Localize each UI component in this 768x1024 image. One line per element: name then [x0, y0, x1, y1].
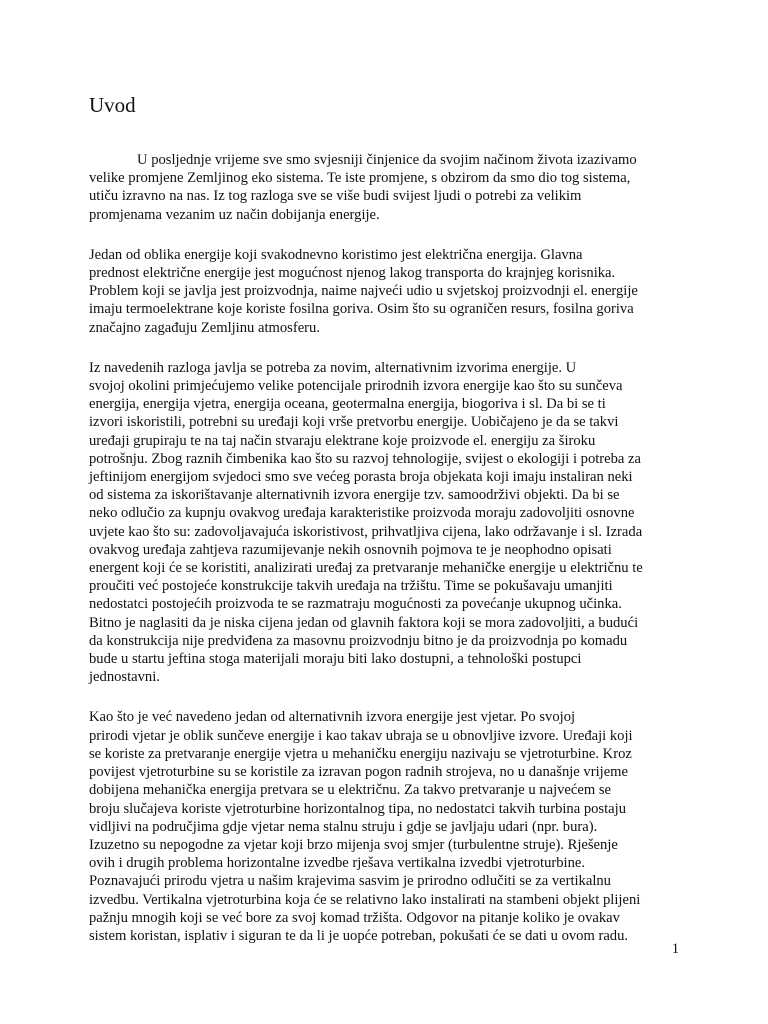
- page-number: 1: [671, 941, 679, 957]
- text-line: U posljednje vrijeme sve smo svjesniji činjenice da svojim načinom života izazivamo: [137, 152, 637, 168]
- paragraph: [89, 359, 681, 687]
- text-line: od sistema za iskorištavanje alternativnih izvora energije tzv. samoodrživi objekti. Da bi se: [89, 487, 620, 504]
- text-line: vidljivi na područjima gdje vjetar nema stalnu struju i gdje se javljaju udari (npr. bura).: [89, 818, 598, 835]
- text-line: proučiti već postojeće konstrukcije takvih uređaja na tržištu. Time se pokušavaju umanjiti: [89, 578, 613, 595]
- text-line: Izuzetno su nepogodne za vjetar koji brzo mijenja svoj smjer (turbulentne struje). Rješenje: [89, 836, 618, 853]
- text-line: promjenama vezanim uz način dobijanja energije.: [89, 206, 380, 223]
- text-line: izvedbu. Vertikalna vjetroturbina koja će se relativno lako instalirati na stambeni objekt plijeni: [89, 891, 641, 908]
- text-line: Jedan od oblika energije koji svakodnevno koristimo jest električna energija. Glavna: [89, 246, 583, 263]
- page-title: Uvod: [89, 93, 136, 117]
- text-line: jeftinijom energijom svjedoci smo sve većeg porasta broja objekata koji imaju instaliran neki: [89, 469, 633, 486]
- text-line: Iz navedenih razloga javlja se potreba za novim, alternativnim izvorima energije. U: [89, 359, 577, 376]
- text-line: sistem koristan, isplativ i siguran te da li je uopće potreban, pokušati će se dati u ovom radu.: [89, 927, 629, 944]
- text-line: velike promjene Zemljinog eko sistema. Te iste promjene, s obzirom da smo dio tog sistema,: [89, 170, 631, 187]
- text-line: ovih i drugih problema horizontalne izvedbe rješava vertikalna izvedbi vjetroturbine.: [89, 855, 586, 872]
- text-line: broju slučajeva koriste vjetroturbine horizontalnog tipa, no nedostatci takvih turbina postaju: [89, 800, 626, 817]
- text-line: uređaji grupiraju te na taj način stvaraju elektrane koje proizvode el. energiju za široku: [89, 432, 596, 449]
- paragraph: [89, 708, 681, 945]
- text-line: ovakvog uređaja zahtjeva razumijevanje nekih osnovnih pojmova te je neophodno opisati: [89, 541, 612, 558]
- text-line: bude u startu jeftina stoga materijali moraju biti lako dostupni, a tehnološki postupci: [89, 651, 582, 668]
- text-line: Kao što je već navedeno jedan od alternativnih izvora energije jest vjetar. Po svojoj: [89, 709, 576, 726]
- text-line: neko odlučio za kupnju ovakvog uređaja karakteristike proizvoda moraju zadovoljiti osnovne: [89, 505, 635, 522]
- text-line: se koriste za pretvaranje energije vjetra u mehaničku energiju nazivaju se vjetroturbine. Kroz: [89, 745, 632, 762]
- text-line: svojoj okolini primjećujemo velike potencijale prirodnih izvora energije kao što su sunčeva: [89, 378, 623, 395]
- text-line: Poznavajući prirodu vjetra u našim krajevima sasvim je prirodno odlučiti se za vertikalnu: [89, 873, 611, 890]
- paragraph: [89, 246, 681, 337]
- text-line: imaju termoelektrane koje koriste fosilna goriva. Osim što su ograničen resurs, fosilna goriva: [89, 301, 634, 318]
- text-line: značajno zagađuju Zemljinu atmosferu.: [89, 319, 320, 336]
- text-line: energija, energija vjetra, energija oceana, geotermalna energija, biogoriva i sl. Da bi se ti: [89, 396, 606, 413]
- text-line: Bitno je naglasiti da je niska cijena jedan od glavnih faktora koji se mora zadovoljiti, a budući: [89, 614, 639, 631]
- text-line: prednost električne energije jest mogućnost njenog lakog transporta do krajnjeg korisnika.: [89, 265, 616, 282]
- body-text: [89, 151, 681, 967]
- text-line: izvori iskoristili, potrebni su uređaji koji vrše pretvorbu energije. Uobičajeno je da se takvi: [89, 414, 619, 431]
- text-line: potrošnju. Zbog raznih čimbenika kao što su razvoj tehnologije, svijest o ekologiji i potreba za: [89, 450, 642, 467]
- text-line: prirodi vjetar je oblik sunčeve energije i kao takav ubraja se u obnovljive izvore. Uređaji koji: [89, 727, 633, 744]
- text-line: energent koji će se koristiti, analizirati uređaj za pretvaranje mehaničke energije u električnu te: [89, 560, 643, 577]
- text-line: uvjete kao što su: zadovoljavajuća iskoristivost, prihvatljiva cijena, lako održavanje i sl. Izrada: [89, 523, 643, 540]
- text-line: dobijena mehanička energija pretvara se u električnu. Za takvo pretvaranje u najvećem se: [89, 782, 612, 799]
- text-line: da konstrukcija nije predviđena za masovnu proizvodnju bitno je da proizvodnja po komadu: [89, 632, 628, 649]
- text-line: utiču izravno na nas. Iz tog razloga sve se više budi svijest ljudi o potrebi za velikim: [89, 188, 582, 205]
- text-line: Problem koji se javlja jest proizvodnja, naime najveći udio u svjetskoj proizvodnji el. energije: [89, 283, 638, 300]
- text-line: nedostatci postojećih proizvoda te se razmatraju mogućnosti za povećanje ukupnog učinka.: [89, 596, 622, 613]
- paragraph: [89, 151, 681, 224]
- text-line: jednostavni.: [89, 669, 160, 686]
- text-line: pažnju mnogih koji se već bore za svoj komad tržišta. Odgovor na pitanje koliko je ovakav: [89, 909, 620, 926]
- text-line: povijest vjetroturbine su se koristile za izravan pogon radnih strojeva, no u današnje vrijeme: [89, 764, 629, 781]
